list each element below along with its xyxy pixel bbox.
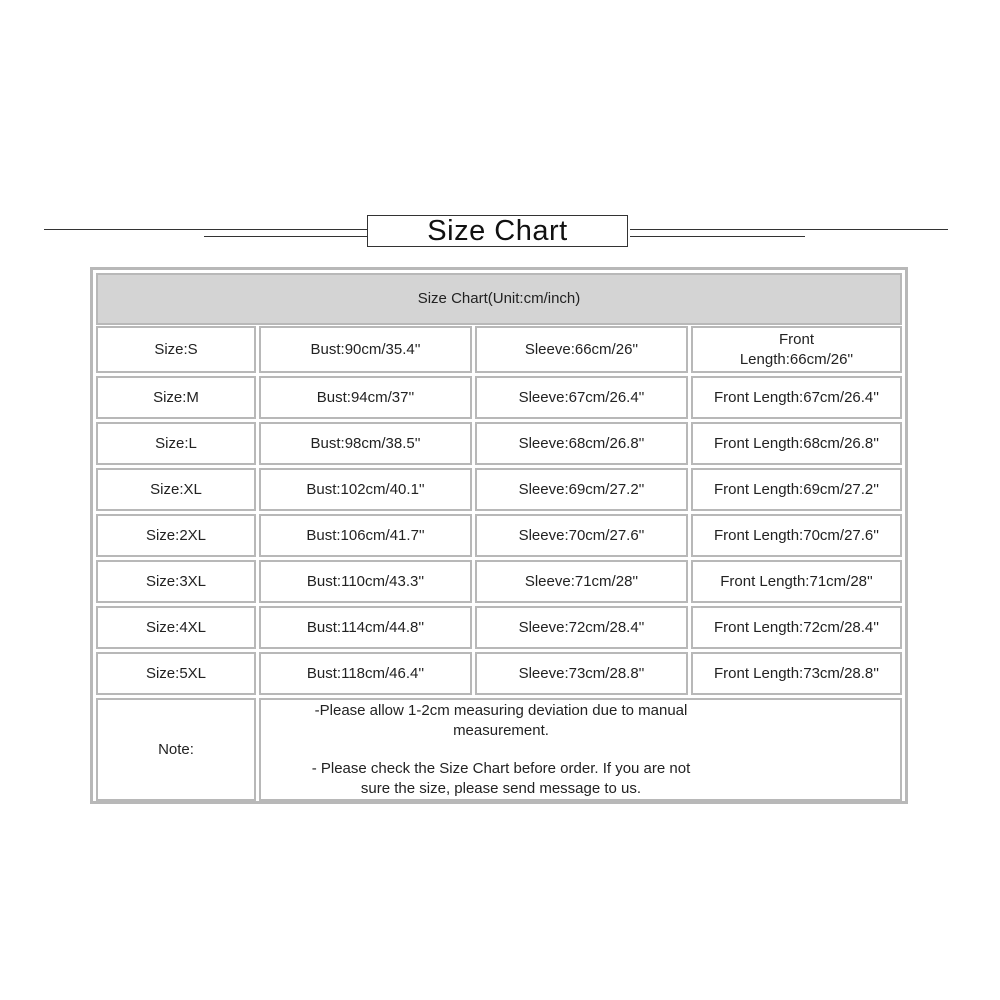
size-cell: Size:XL — [96, 468, 256, 511]
bust-cell: Bust:110cm/43.3'' — [259, 560, 472, 603]
title-rule-right-short — [630, 236, 805, 237]
size-chart-table — [90, 267, 908, 804]
note-body — [259, 698, 902, 801]
front-length-cell: Front Length:73cm/28.8'' — [691, 652, 902, 695]
size-cell: Size:3XL — [96, 560, 256, 603]
bust-cell: Bust:114cm/44.8'' — [259, 606, 472, 649]
size-cell: Size:4XL — [96, 606, 256, 649]
front-length-cell — [691, 326, 902, 373]
sleeve-cell: Sleeve:68cm/26.8'' — [475, 422, 688, 465]
sleeve-cell: Sleeve:69cm/27.2'' — [475, 468, 688, 511]
front-length-cell: Front Length:70cm/27.6'' — [691, 514, 902, 557]
size-cell: Size:L — [96, 422, 256, 465]
front-length-cell: Front Length:69cm/27.2'' — [691, 468, 902, 511]
note-line: -Please allow 1-2cm measuring deviation due to manual measurement. — [314, 701, 688, 739]
title-rule-left-long — [44, 229, 368, 230]
sleeve-cell: Sleeve:73cm/28.8'' — [475, 652, 688, 695]
note-line: - Please check the Size Chart before order. If you are not sure the size, please send message to us. — [311, 759, 691, 797]
title-rule-right-long — [630, 229, 948, 230]
sleeve-cell: Sleeve:67cm/26.4'' — [475, 376, 688, 419]
size-cell: Size:M — [96, 376, 256, 419]
size-cell: Size:2XL — [96, 514, 256, 557]
page-title: Size Chart — [367, 215, 628, 247]
size-cell: Size:5XL — [96, 652, 256, 695]
title-rule-left-short — [204, 236, 368, 237]
front-length-cell: Front Length:67cm/26.4'' — [691, 376, 902, 419]
bust-cell: Bust:118cm/46.4'' — [259, 652, 472, 695]
front-length-cell: Front Length:68cm/26.8'' — [691, 422, 902, 465]
size-cell: Size:S — [96, 326, 256, 373]
sleeve-cell: Sleeve:66cm/26'' — [475, 326, 688, 373]
front-length-cell: Front Length:71cm/28'' — [691, 560, 902, 603]
sleeve-cell: Sleeve:70cm/27.6'' — [475, 514, 688, 557]
front-length-text: Front Length:66cm/26'' — [739, 330, 854, 368]
front-length-cell: Front Length:72cm/28.4'' — [691, 606, 902, 649]
bust-cell: Bust:98cm/38.5'' — [259, 422, 472, 465]
note-label: Note: — [96, 698, 256, 801]
sleeve-cell: Sleeve:72cm/28.4'' — [475, 606, 688, 649]
table-header: Size Chart(Unit:cm/inch) — [96, 273, 902, 325]
sleeve-cell: Sleeve:71cm/28'' — [475, 560, 688, 603]
bust-cell: Bust:94cm/37'' — [259, 376, 472, 419]
bust-cell: Bust:102cm/40.1'' — [259, 468, 472, 511]
bust-cell: Bust:106cm/41.7'' — [259, 514, 472, 557]
bust-cell: Bust:90cm/35.4'' — [259, 326, 472, 373]
